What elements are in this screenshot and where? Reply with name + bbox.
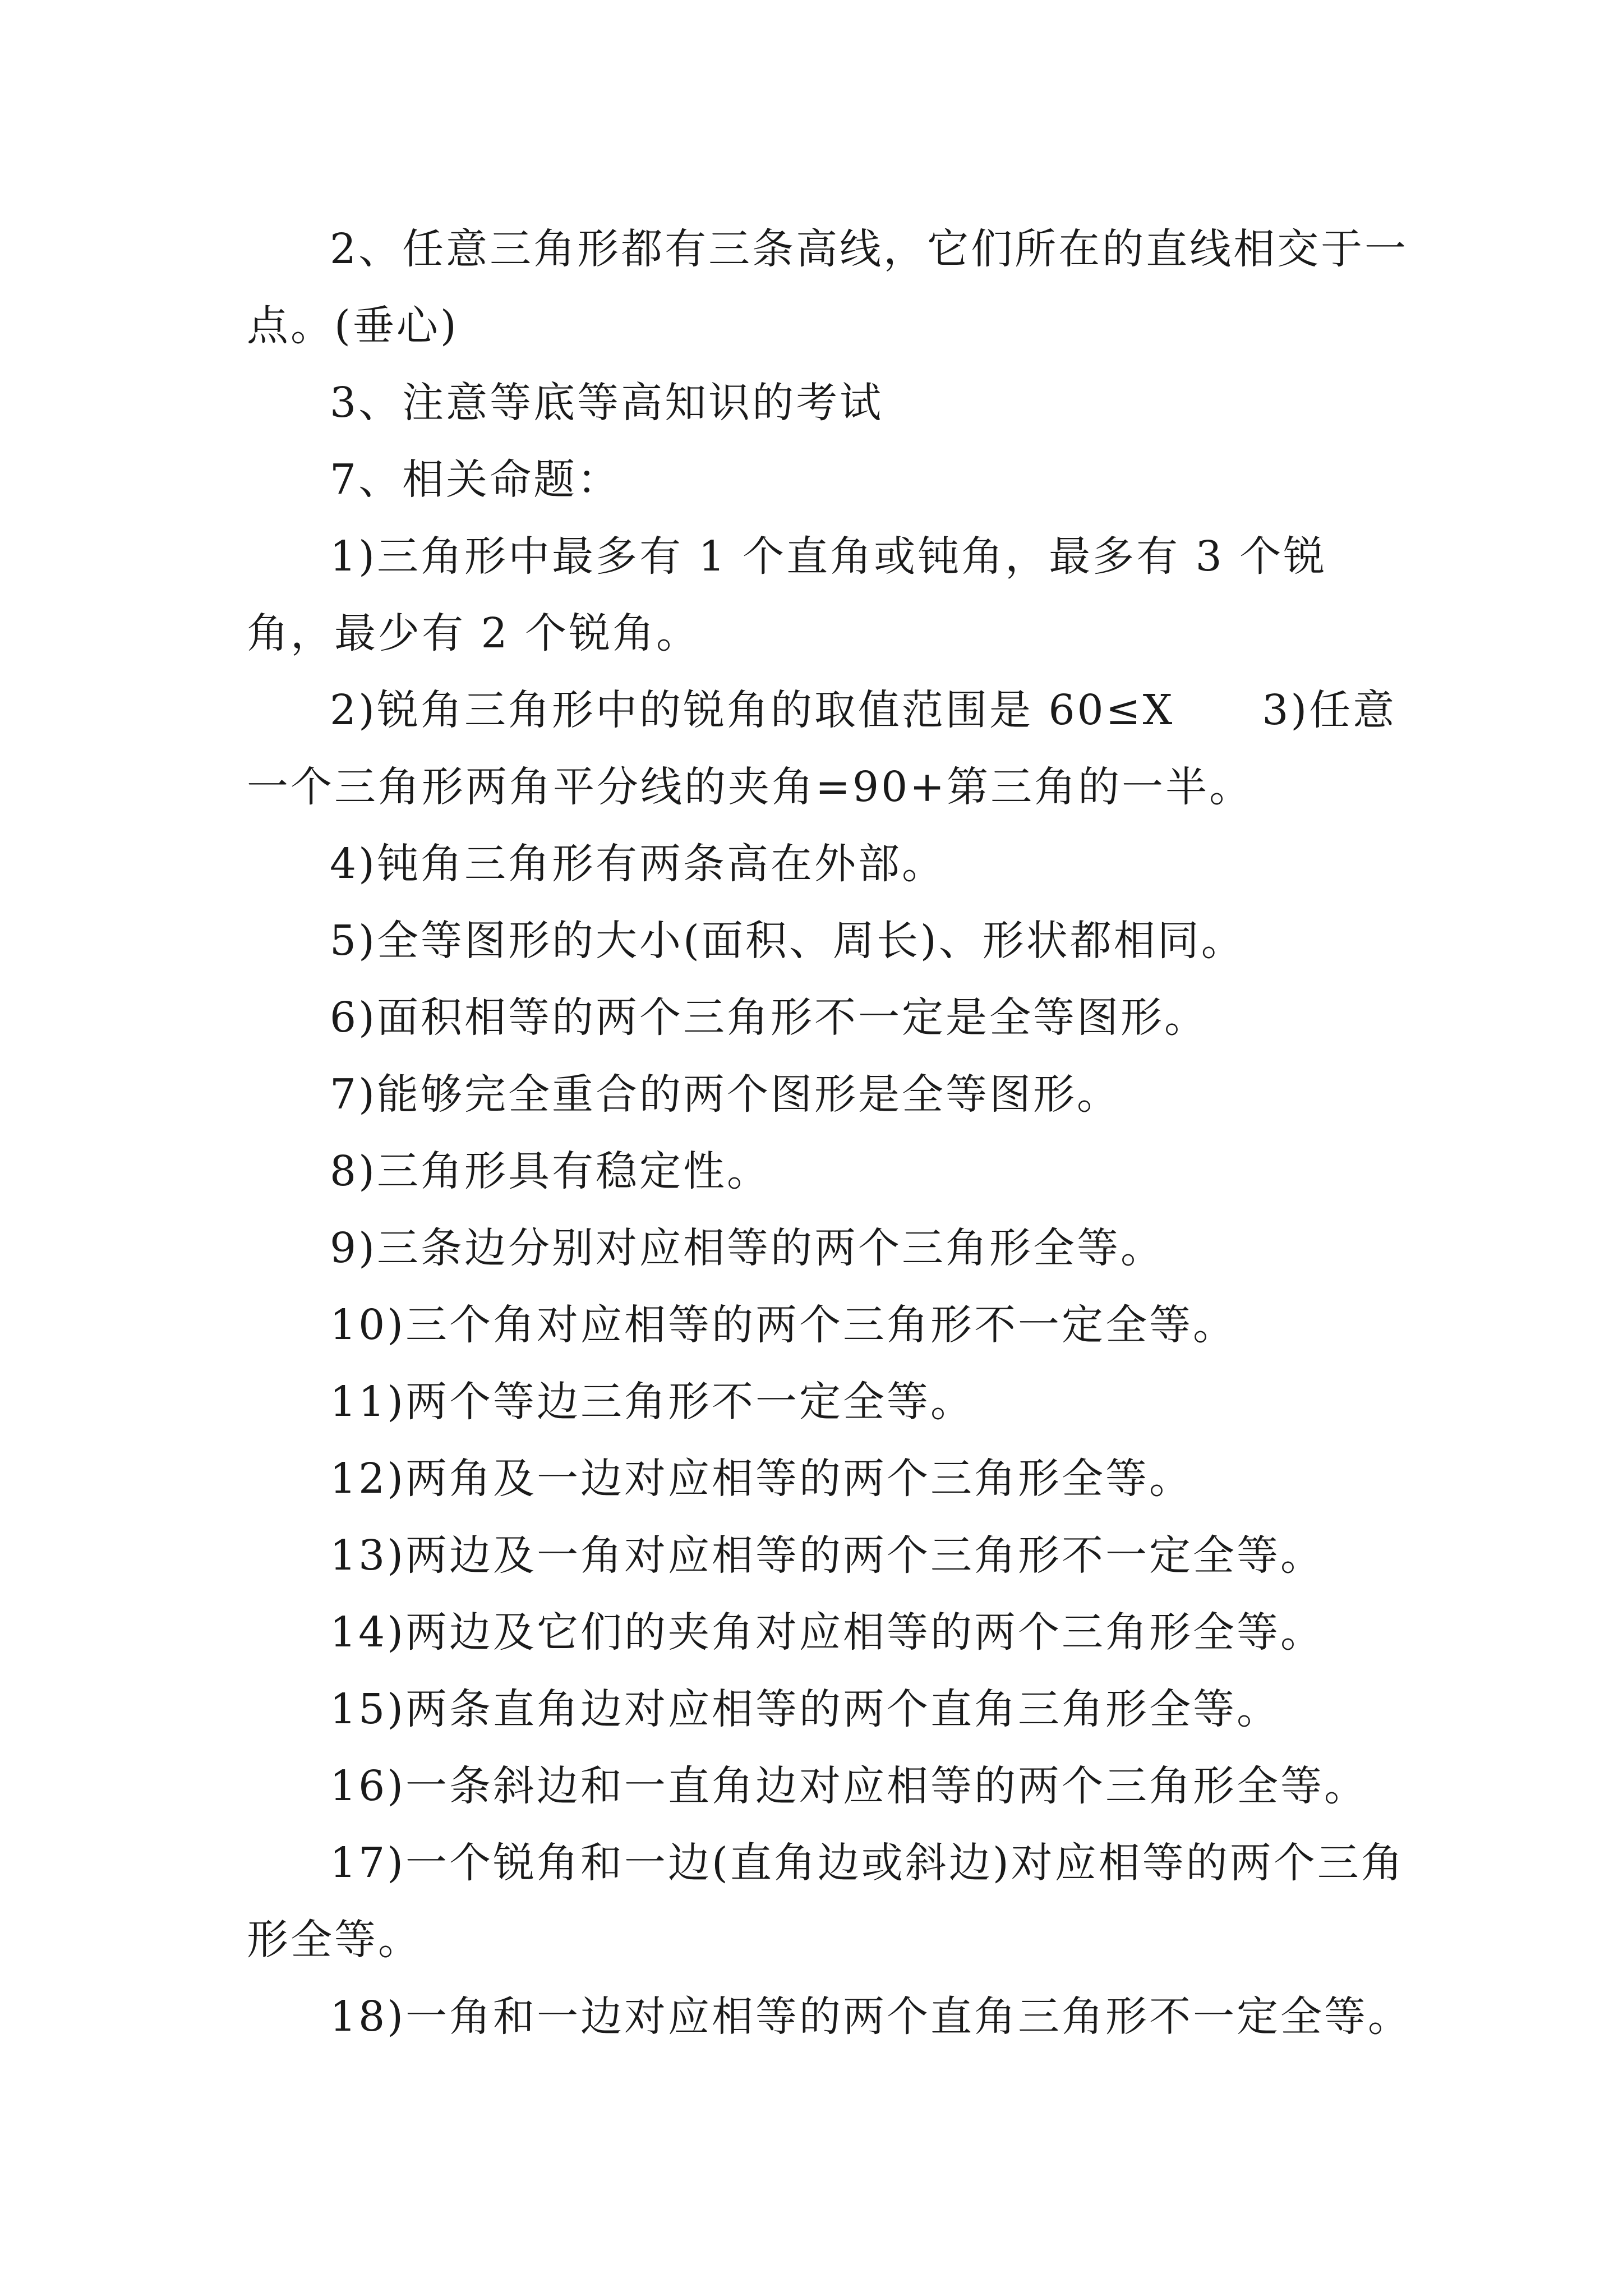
- list-item: 1)三角形中最多有 1 个直角或钝角，最多有 3 个锐角，最少有 2 个锐角。: [247, 532, 1327, 657]
- list-item: 4)钝角三角形有两条高在外部。: [330, 840, 946, 888]
- paragraph-related-propositions: 7、相关命题：: [330, 455, 621, 504]
- list-item: 16)一条斜边和一直角边对应相等的两个三角形全等。: [330, 1762, 1368, 1810]
- list-item: 6)面积相等的两个三角形不一定是全等图形。: [330, 993, 1208, 1042]
- list-item: 9)三条边分别对应相等的两个三角形全等。: [330, 1224, 1164, 1272]
- list-item: 10)三个角对应相等的两个三角形不一定全等。: [330, 1301, 1237, 1349]
- list-item: 15)两条直角边对应相等的两个直角三角形全等。: [330, 1685, 1281, 1733]
- list-item: 7)能够完全重合的两个图形是全等图形。: [330, 1070, 1121, 1119]
- list-item: 5)全等图形的大小(面积、周长)、形状都相同。: [330, 917, 1245, 965]
- list-item: 8)三角形具有稳定性。: [330, 1147, 771, 1195]
- paragraph-equal-base-height: 3、注意等底等高知识的考试: [330, 379, 884, 427]
- document-body: [247, 211, 1413, 2055]
- list-item: 17)一个锐角和一边(直角边或斜边)对应相等的两个三角形全等。: [247, 1839, 1405, 1964]
- list-item: 12)两角及一边对应相等的两个三角形全等。: [330, 1455, 1193, 1503]
- list-item: 2)锐角三角形中的锐角的取值范围是 60≤X 3)任意一个三角形两角平分线的夹角=90+第三角的一半。: [247, 686, 1397, 811]
- paragraph-orthocenter: 2、任意三角形都有三条高线，它们所在的直线相交于一点。(垂心): [247, 225, 1409, 350]
- list-item: 13)两边及一角对应相等的两个三角形不一定全等。: [330, 1531, 1325, 1580]
- list-item: 18)一角和一边对应相等的两个直角三角形不一定全等。: [330, 1993, 1412, 2041]
- list-item: 11)两个等边三角形不一定全等。: [330, 1378, 975, 1426]
- list-item: 14)两边及它们的夹角对应相等的两个三角形全等。: [330, 1608, 1325, 1657]
